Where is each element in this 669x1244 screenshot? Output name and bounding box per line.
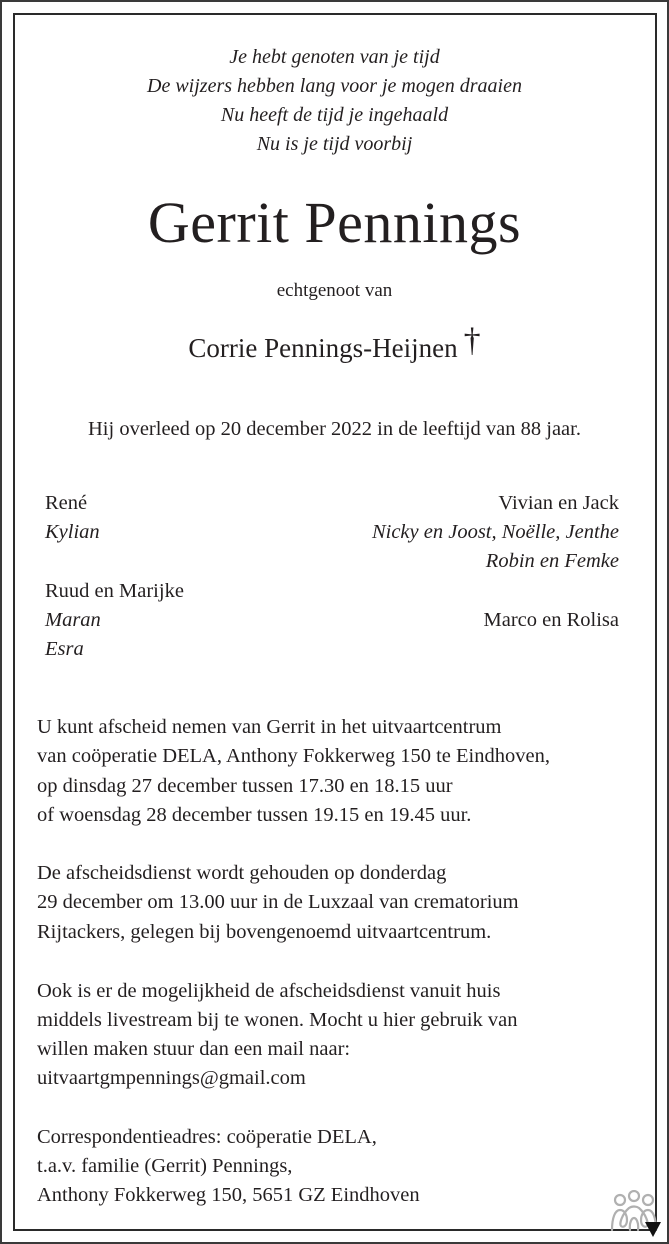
triangle-down-icon[interactable] — [645, 1222, 661, 1237]
visitation-text: U kunt afscheid nemen van Gerrit in het uitvaartcentrum — [37, 716, 502, 738]
relation-label: echtgenoot van — [276, 280, 393, 301]
family-member: René — [45, 492, 88, 514]
spouse-name: Corrie Pennings-Heijnen — [188, 333, 458, 363]
service-text: De afscheidsdienst wordt gehouden op donderdag — [37, 862, 447, 884]
service-text: 29 december om 13.00 uur in de Luxzaal van crematorium — [37, 891, 519, 913]
visitation-text: of woensdag 28 december tussen 19.15 en 19.45 uur. — [37, 804, 472, 826]
visitation-text: op dinsdag 27 december tussen 17.30 en 18.15 uur — [37, 775, 453, 797]
deceased-name: Gerrit Pennings — [147, 190, 522, 255]
email-address: uitvaartgmpennings@gmail.com — [37, 1067, 306, 1089]
visitation-text: van coöperatie DELA, Anthony Fokkerweg 150 te Eindhoven, — [37, 745, 550, 767]
family-member: Robin en Femke — [485, 550, 619, 572]
family-member: Vivian en Jack — [498, 492, 619, 514]
family-member: Ruud en Marijke — [45, 580, 184, 602]
dagger-icon: † — [463, 322, 481, 359]
death-statement: Hij overleed op 20 december 2022 in de leeftijd van 88 jaar. — [88, 418, 581, 440]
spouse-line — [0, 322, 669, 364]
service-text: Rijtackers, gelegen bij bovengenoemd uitvaartcentrum. — [37, 921, 492, 943]
poem-line: Nu heeft de tijd je ingehaald — [220, 104, 449, 126]
livestream-text: Ook is er de mogelijkheid de afscheidsdienst vanuit huis — [37, 980, 501, 1002]
family-member: Esra — [45, 638, 84, 660]
family-member: Maran — [45, 609, 101, 631]
correspondence-address: Correspondentieadres: coöperatie DELA, — [37, 1126, 377, 1148]
correspondence-address: t.a.v. familie (Gerrit) Pennings, — [37, 1155, 293, 1177]
poem-line: Je hebt genoten van je tijd — [229, 46, 440, 68]
family-member: Kylian — [45, 521, 100, 543]
poem-line: De wijzers hebben lang voor je mogen draaien — [147, 75, 522, 97]
correspondence-address: Anthony Fokkerweg 150, 5651 GZ Eindhoven — [37, 1184, 420, 1206]
livestream-text: willen maken stuur dan een mail naar: — [37, 1038, 351, 1060]
poem-line: Nu is je tijd voorbij — [256, 133, 413, 155]
family-member: Marco en Rolisa — [483, 609, 619, 631]
family-member: Nicky en Joost, Noëlle, Jenthe — [371, 521, 619, 543]
livestream-text: middels livestream bij te wonen. Mocht u hier gebruik van — [37, 1009, 518, 1031]
